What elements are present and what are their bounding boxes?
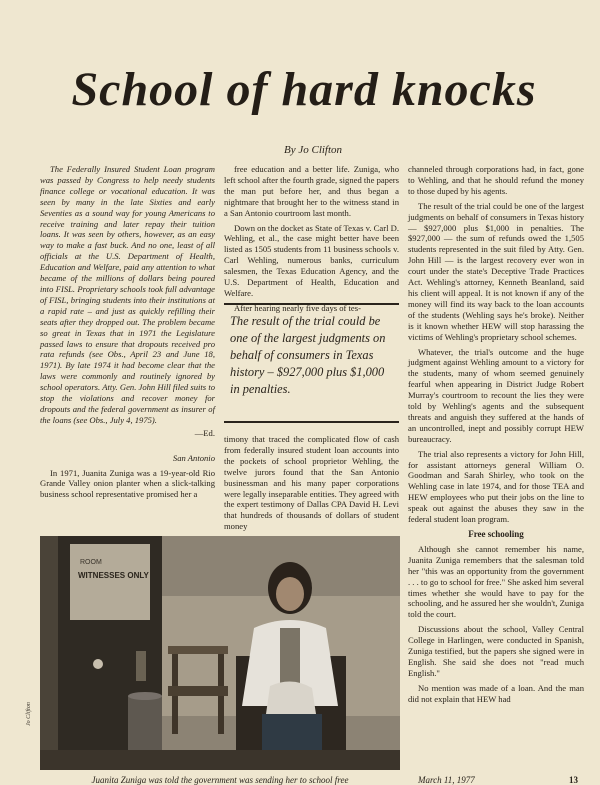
body-paragraph: Discussions about the school, Valley Central College in Harlingen, were conducted in Spanish, Zuniga testified, but the papers she signed were in English. She said she does not "read much English." bbox=[408, 624, 584, 678]
body-paragraph: channeled through corporations had, in fact, gone to Wehling, and that he should refund the money to those duped by his agents. bbox=[408, 164, 584, 196]
photo-caption: Juanita Zuniga was told the government was sending her to school free bbox=[91, 775, 349, 785]
column-2-bottom bbox=[224, 434, 399, 536]
subheading: Free schooling bbox=[468, 529, 524, 539]
page-number: 13 bbox=[569, 775, 578, 785]
body-paragraph: free education and a better life. Zuniga, who left school after the fourth grade, signed the papers the man put before her, and thus began a nightmare that brought her to the witness stand in a San Antonio courtroom last month. bbox=[224, 164, 399, 218]
magazine-page bbox=[22, 18, 586, 785]
headline: School of hard knocks bbox=[71, 63, 537, 116]
byline: By Jo Clifton bbox=[284, 144, 343, 156]
issue-date: March 11, 1977 bbox=[418, 775, 475, 785]
body-paragraph: Down on the docket as State of Texas v. Carl D. Wehling, et al., the case might better have been listed as 1505 students from 11 business schools v. Carl Wehling, numerous banks, curriculum salesmen, the Texas Education Agency, and the U.S. Department of Health, Education and Welfare. bbox=[224, 222, 399, 298]
column-1 bbox=[40, 164, 215, 504]
courtroom-photo bbox=[40, 536, 400, 770]
body-paragraph: timony that traced the complicated flow of cash from federally insured student loan accounts into the pockets of school proprietor Wehling, the twelve jurors found that the San Antonio businessman and his many paper corporations were legally inseparable entities. They agreed with the expert testimony of Dallas CPA David H. Levi that hundreds of thousands of dollars of student money bbox=[224, 434, 399, 532]
body-paragraph: The result of the trial could be one of the largest judgments on behalf of consumers in Texas history — $927,000 plus $1,000 in penalties. The $927,000 — the sum of refunds owed the 1,505 students represented in the suit filed by Atty. Gen. John Hill — is the largest recovery ever won in court under the state's Deceptive Trade Practices Act. Wehling's attorney, Kenneth Beanland, said his client will appeal. It is not known if any of the money will find its way back to the loan accounts of the students (Wehling says he's broke). Neither is it known whether HEW will stop harassing the victims of Wehling's proprietary school schemes. bbox=[408, 200, 584, 342]
pull-quote: The result of the trial could be one of the largest judgments on behalf of consumers in Texas history – $927,000 plus $1,000 in penalties. bbox=[224, 303, 399, 423]
door-sign: WITNESSES ONLY bbox=[78, 571, 149, 580]
body-paragraph: Although she cannot remember his name, Juanita Zuniga remembers that the salesman told her "this was an opportunity from the government . . . to go to school for free." She asked him several times whether she would have to pay for the schooling, and he assured her she wouldn't, Zuniga told the court. bbox=[408, 543, 584, 620]
body-paragraph: The trial also represents a victory for John Hill, for assistant attorneys general William O. Goodman and Sarah Shirley, who took on the Wehling case in late 1974, and for those TEA and HEW employees who put their jobs on the line to speak out against the abuses they saw in the federal student loan program. bbox=[408, 448, 584, 525]
column-3-tail bbox=[408, 544, 584, 705]
body-paragraph: In 1971, Juanita Zuniga was a 19-year-old Rio Grande Valley onion planter when a slick-talking business school representative promised her a bbox=[40, 467, 215, 500]
editor-sign: —Ed. bbox=[194, 427, 215, 438]
column-3 bbox=[408, 164, 584, 705]
photo-credit: Jo Clifton bbox=[26, 702, 32, 726]
door-sign-top: ROOM bbox=[80, 559, 102, 566]
photo-illustration bbox=[40, 536, 400, 770]
body-paragraph: No mention was made of a loan. And the man did not explain that HEW had bbox=[408, 682, 584, 704]
dateline: San Antonio bbox=[172, 452, 215, 463]
intro-paragraph: The Federally Insured Student Loan program was passed by Congress to help needy students finance college or vocational education. It was seen by many in the late Sixties and early Seventies as a sound way for young Americans to receive training and later repay their tuition loans. It was seen by others, however, as an easy way to make a fast buck. And no one, least of all officials at the U.S. Department of Health, Education and Welfare, paid any attention to what became of the millions of dollars being poured into FISL. Proprietary schools took full advantage of FISL, bringing students into their institutions at a rapid rate – and just as quickly refilling their seats after they dropped out. The problem became so great in Texas that in 1971 the Legislature passed laws to ensure that dropouts received pro rata refunds (see Obs., April 23 and June 18, 1971). By late 1974 it had become clear that the laws were commonly and routinely ignored by school operators. Atty. Gen. John Hill filed suits to stop the violations and recover money for dropouts and the federal government as insurer of the loans (see Obs., July 4, 1975). bbox=[40, 164, 215, 425]
body-paragraph: After hearing nearly five days of tes- bbox=[234, 302, 361, 313]
editor-intro bbox=[40, 164, 215, 426]
column-2-top bbox=[224, 164, 399, 318]
body-paragraph: Whatever, the trial's outcome and the huge judgment against Wehling amount to a victory for the students, many of whom seemed genuinely fearful when appearing in District Judge Robert Murray's courtroom to recount the lies they were told by Wehling's agents and the subsequent threats and anguish they suffered at the hands of an uncontrolled, inept and possibly corrupt HEW bureaucracy. bbox=[408, 346, 584, 444]
